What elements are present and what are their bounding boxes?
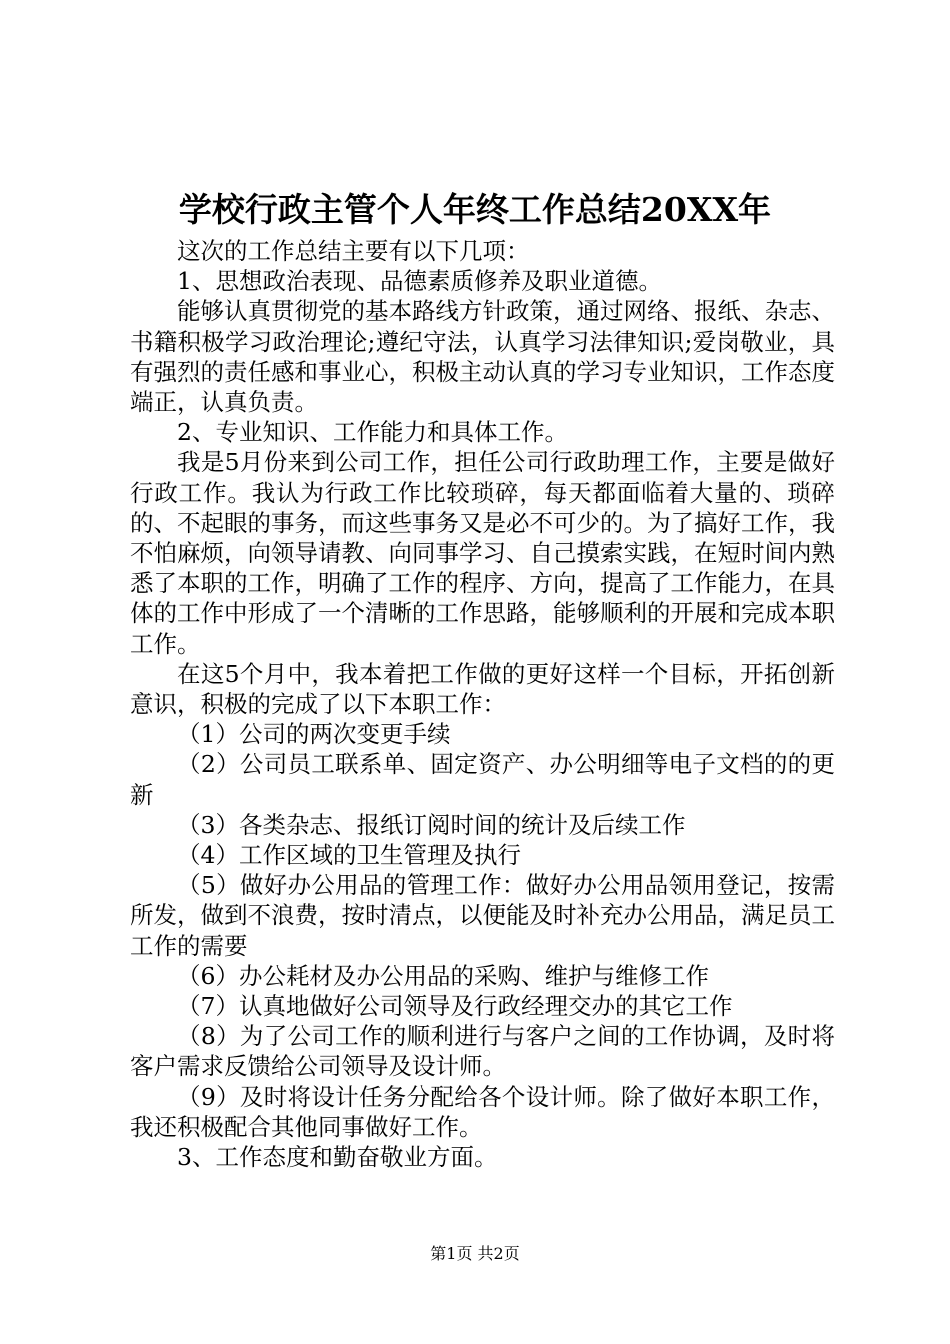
list-item-3: （3）各类杂志、报纸订阅时间的统计及后续工作: [177, 810, 686, 839]
document-body: [130, 236, 835, 1172]
list-item-7: （7）认真地做好公司领导及行政经理交办的其它工作: [177, 992, 733, 1021]
section-heading-2: 2、专业知识、工作能力和具体工作。: [177, 418, 568, 447]
list-item-1: （1）公司的两次变更手续: [177, 720, 451, 749]
paragraph-work-description: 我是5月份来到公司工作，担任公司行政助理工作，主要是做好行政工作。我认为行政工作比较琐碎，每天都面临着大量的、琐碎的、不起眼的事务，而这些事务又是必不可少的。为了搞好工作，我不怕麻烦，向领导请教、向同事学习、自己摸索实践，在短时间内熟悉了本职的工作，明确了工作的程序、方向，提高了工作能力，在具体的工作中形成了一个清晰的工作思路，能够顺利的开展和完成本职工作。: [130, 448, 835, 658]
list-item-5: （5）做好办公用品的管理工作：做好办公用品领用登记，按需所发，做到不浪费，按时清点，以便能及时补充办公用品，满足员工工作的需要: [130, 871, 835, 960]
list-item-6: （6）办公耗材及办公用品的采购、维护与维修工作: [177, 961, 709, 990]
list-item-4: （4）工作区域的卫生管理及执行: [177, 841, 521, 870]
list-item-8: （8）为了公司工作的顺利进行与客户之间的工作协调，及时将客户需求反馈给公司领导及设计师。: [130, 1022, 835, 1081]
page-number-footer: 第1页 共2页: [430, 1244, 520, 1263]
list-item-2: （2）公司员工联系单、固定资产、办公明细等电子文档的的更新: [130, 750, 835, 809]
list-item-9: （9）及时将设计任务分配给各个设计师。除了做好本职工作，我还积极配合其他同事做好工作。: [130, 1082, 835, 1141]
paragraph-intro: 这次的工作总结主要有以下几项：: [177, 237, 530, 265]
document-title: 学校行政主管个人年终工作总结20XX年: [178, 190, 772, 229]
paragraph-work-summary: 在这5个月中，我本着把工作做的更好这样一个目标，开拓创新意识，积极的完成了以下本职工作：: [130, 659, 835, 719]
section-heading-1: 1、思想政治表现、品德素质修养及职业道德。: [177, 267, 662, 296]
paragraph-politics: 能够认真贯彻党的基本路线方针政策，通过网络、报纸、杂志、书籍积极学习政治理论;遵纪守法，认真学习法律知识;爱岗敬业，具有强烈的责任感和事业心，积极主动认真的学习专业知识，工作态度端正，认真负责。: [130, 297, 835, 417]
section-heading-3: 3、工作态度和勤奋敬业方面。: [177, 1143, 498, 1172]
